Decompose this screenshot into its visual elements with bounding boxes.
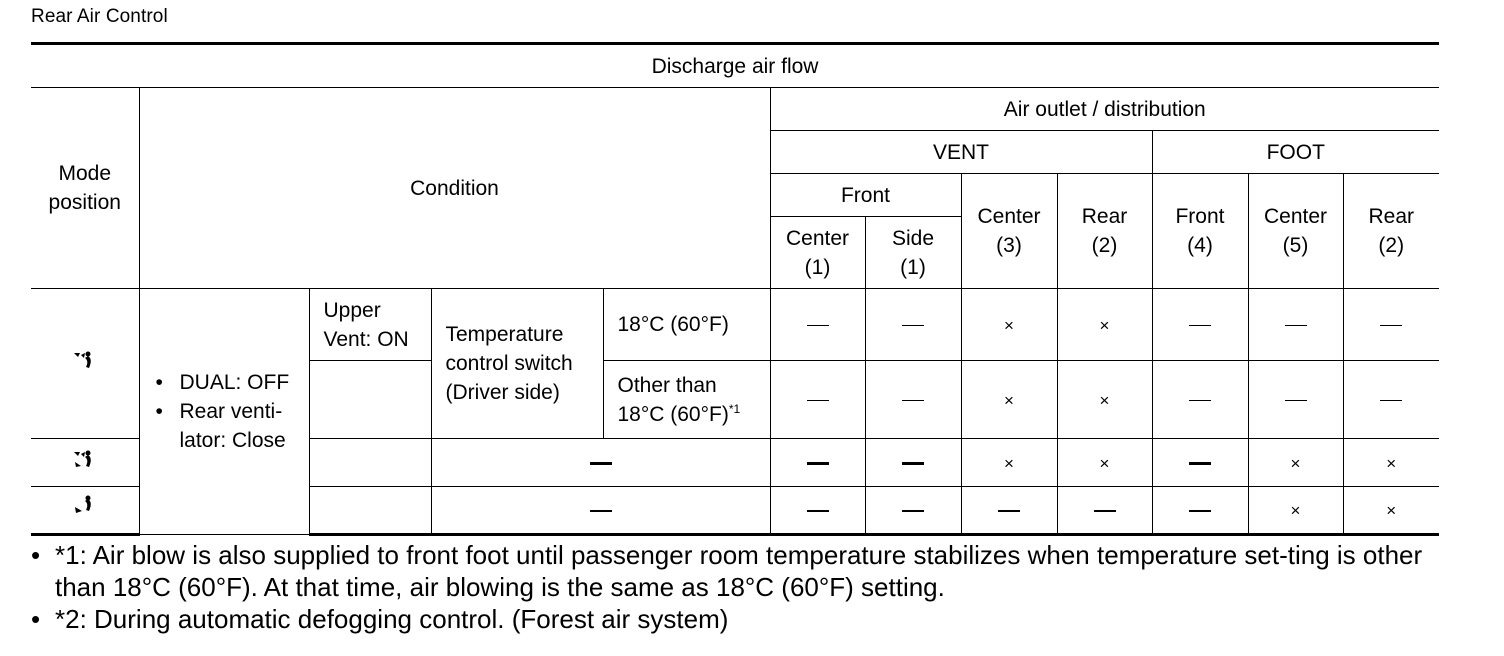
vent-rear-header: Rear (2) xyxy=(1057,174,1152,289)
upper-vent-empty xyxy=(309,361,431,439)
condition-dual-off: • DUAL: OFF xyxy=(156,368,309,397)
row2-vent-front-center xyxy=(770,361,865,439)
condition-18c: 18°C (60°F) xyxy=(603,289,770,361)
condition-bullets xyxy=(139,289,309,535)
footnote-1: • *1: Air blow is also supplied to front foot until passenger room temperature stabilizes when temperature set-ting is other than 18°C (60°F). At that time, air blowing is the same as 18°C (60°F) setting. xyxy=(31,539,1451,603)
row3-vent-center: × xyxy=(961,439,1057,487)
row2-vent-rear: × xyxy=(1057,361,1152,439)
foot-front-header: Front (4) xyxy=(1152,174,1248,289)
foot-center-header: Center (5) xyxy=(1248,174,1343,289)
air-outlet-header: Air outlet / distribution xyxy=(770,88,1439,131)
discharge-air-flow-header: Discharge air flow xyxy=(31,44,1439,88)
page-title: Rear Air Control xyxy=(31,6,168,27)
vent-front-center-header: Center (1) xyxy=(770,217,865,289)
foot-header: FOOT xyxy=(1152,131,1439,174)
condition-other-than-18c: Other than 18°C $(60^\circ F)^{*1}$ xyxy=(603,361,770,439)
row4-foot-center: × xyxy=(1248,487,1343,535)
footnotes xyxy=(31,539,1451,635)
row4-vent-rear xyxy=(1057,487,1152,535)
vent-front-header: Front xyxy=(770,174,961,217)
air-distribution-table xyxy=(31,42,1439,536)
row1-vent-center: × xyxy=(961,289,1057,361)
vent-center-header: Center (3) xyxy=(961,174,1057,289)
row2-vent-center: × xyxy=(961,361,1057,439)
row3-condition-dash xyxy=(431,439,770,487)
mode-position-header: Mode position xyxy=(31,88,139,289)
row4-vent-front-side xyxy=(865,487,961,535)
temperature-switch-label: Temperature control switch (Driver side) xyxy=(431,289,603,439)
row4-condition-dash xyxy=(431,487,770,535)
row2-foot-rear xyxy=(1343,361,1439,439)
bilevel-mode-icon xyxy=(31,439,139,487)
vent-mode-icon xyxy=(31,289,139,439)
footnote-2: • *2: During automatic defogging control. (Forest air system) xyxy=(31,603,1451,635)
row3-upper-vent-empty xyxy=(309,439,431,487)
row3-vent-front-center xyxy=(770,439,865,487)
vent-front-side-header: Side (1) xyxy=(865,217,961,289)
upper-vent-on: Upper Vent: ON xyxy=(309,289,431,361)
foot-mode-icon xyxy=(31,487,139,535)
row2-vent-front-side xyxy=(865,361,961,439)
row3-foot-center: × xyxy=(1248,439,1343,487)
row4-vent-center xyxy=(961,487,1057,535)
condition-header: Condition xyxy=(139,88,770,289)
row4-vent-front-center xyxy=(770,487,865,535)
condition-rear-ventilator: • Rear venti-lator: Close xyxy=(156,397,309,455)
row4-foot-rear: × xyxy=(1343,487,1439,535)
row2-foot-center xyxy=(1248,361,1343,439)
row4-upper-vent-empty xyxy=(309,487,431,535)
row1-vent-rear: × xyxy=(1057,289,1152,361)
row1-vent-front-side xyxy=(865,289,961,361)
row1-vent-front-center xyxy=(770,289,865,361)
row3-foot-rear: × xyxy=(1343,439,1439,487)
vent-header: VENT xyxy=(770,131,1152,174)
row3-foot-front xyxy=(1152,439,1248,487)
row1-foot-rear xyxy=(1343,289,1439,361)
row1-foot-center xyxy=(1248,289,1343,361)
row2-foot-front xyxy=(1152,361,1248,439)
row1-foot-front xyxy=(1152,289,1248,361)
row3-vent-rear: × xyxy=(1057,439,1152,487)
row3-vent-front-side xyxy=(865,439,961,487)
foot-rear-header: Rear (2) xyxy=(1343,174,1439,289)
row4-foot-front xyxy=(1152,487,1248,535)
